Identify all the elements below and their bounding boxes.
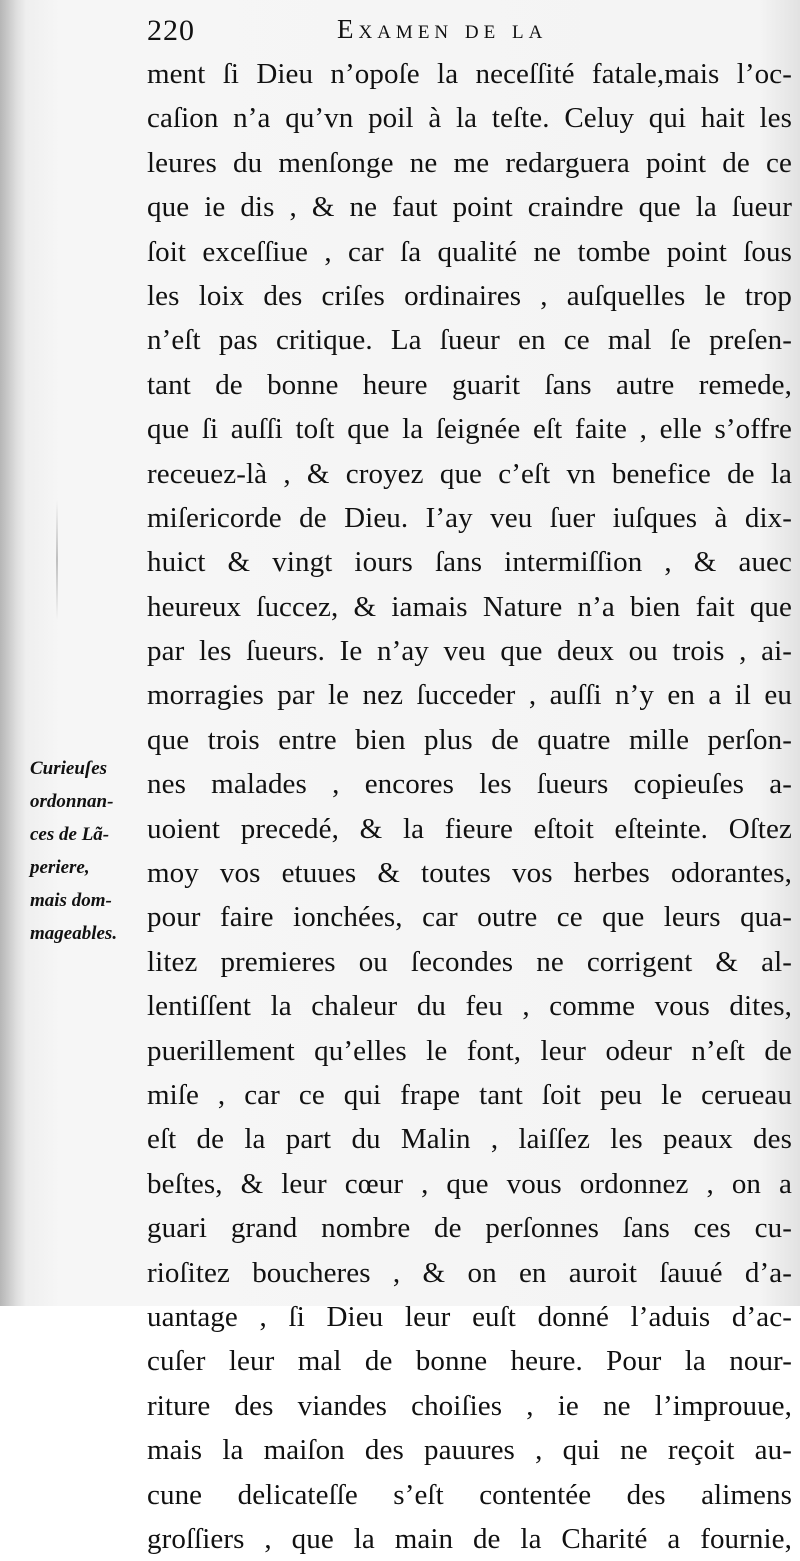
- text-line: guari grand nombre de perſonnes ſans ces cu-: [147, 1212, 792, 1245]
- text-line: cune delicateſſe s’eſt contentée des alimens: [147, 1478, 792, 1511]
- text-line: n’eſt pas critique. La ſueur en ce mal ſe preſen-: [147, 324, 792, 357]
- running-title: Examen de la: [337, 14, 548, 44]
- marginal-note-line: Curieuſes: [30, 758, 108, 779]
- text-line: eſt de la part du Malin , laiſſez les peaux des: [147, 1123, 792, 1156]
- text-line: uoient precedé, & la fieure eſtoit eſteinte. Oſtez: [147, 812, 792, 845]
- text-line: que ſi auſſi toſt que la ſeignée eſt faite , elle s’offre: [147, 413, 792, 446]
- text-line: ment ſi Dieu n’opoſe la neceſſité fatale,mais l’oc-: [147, 58, 792, 90]
- text-line: les loix des criſes ordinaires , auſquelles le trop: [147, 279, 792, 312]
- gutter-shadow: [0, 0, 26, 1306]
- text-line: cuſer leur mal de bonne heure. Pour la nour-: [147, 1345, 792, 1378]
- text-line: par les ſueurs. Ie n’ay veu que deux ou trois , ai-: [147, 635, 792, 668]
- marginal-note: [30, 752, 148, 950]
- text-line: puerillement qu’elles le font, leur odeur n’eſt de: [147, 1034, 792, 1067]
- page-header: [147, 8, 787, 48]
- text-line: miſericorde de Dieu. I’ay veu ſuer iuſques à dix-: [147, 501, 792, 534]
- marginal-note-line: ordonnan-: [30, 791, 114, 812]
- text-line: receuez-là , & croyez que c’eſt vn benefice de la: [147, 457, 792, 490]
- text-line: morragies par le nez ſucceder , auſſi n’y en a il eu: [147, 679, 792, 712]
- text-line: caſion n’a qu’vn poil à la teſte. Celuy qui hait les: [147, 102, 792, 135]
- text-line: mais la maiſon des pauures , qui ne reçoit au-: [147, 1434, 792, 1467]
- text-line: beſtes, & leur cœur , que vous ordonnez , on a: [147, 1167, 792, 1200]
- text-line: rioſitez boucheres , & on en auroit ſauué d’a-: [147, 1256, 792, 1289]
- text-line: litez premieres ou ſecondes ne corrigent & al-: [147, 945, 792, 978]
- marginal-note-line: ces de Lã-: [30, 824, 110, 845]
- text-line: riture des viandes choiſies , ie ne l’improuue,: [147, 1389, 792, 1422]
- text-line: pour faire ionchées, car outre ce que leurs qua-: [147, 901, 792, 934]
- text-line: que ie dis , & ne faut point craindre que la ſueur: [147, 191, 792, 224]
- text-line: leures du menſonge ne me redarguera point de ce: [147, 146, 792, 179]
- text-line: lentiſſent la chaleur du feu , comme vous dites,: [147, 990, 792, 1023]
- text-line: que trois entre bien plus de quatre mille perſon-: [147, 723, 792, 756]
- text-line: huict & vingt iours ſans intermiſſion , & auec: [147, 546, 792, 579]
- paper-crease: [56, 500, 58, 620]
- page-number: 220: [147, 14, 195, 47]
- body-text: [147, 52, 792, 1561]
- text-line: heureux ſuccez, & iamais Nature n’a bien fait que: [147, 590, 792, 623]
- marginal-note-line: mageables.: [30, 923, 118, 944]
- text-line: tant de bonne heure guarit ſans autre remede,: [147, 368, 792, 401]
- text-line: nes malades , encores les ſueurs copieuſes a-: [147, 768, 792, 801]
- marginal-note-line: periere,: [30, 857, 90, 878]
- text-line: ſoit exceſſiue , car ſa qualité ne tombe point ſous: [147, 235, 792, 268]
- text-line: uantage , ſi Dieu leur euſt donné l’aduis d’ac-: [147, 1300, 792, 1333]
- text-line: groſſiers , que la main de la Charité a fournie,: [147, 1522, 792, 1555]
- marginal-note-line: mais dom-: [30, 890, 112, 911]
- text-line: moy vos etuues & toutes vos herbes odorantes,: [147, 857, 792, 890]
- text-line: miſe , car ce qui frape tant ſoit peu le cerueau: [147, 1078, 792, 1111]
